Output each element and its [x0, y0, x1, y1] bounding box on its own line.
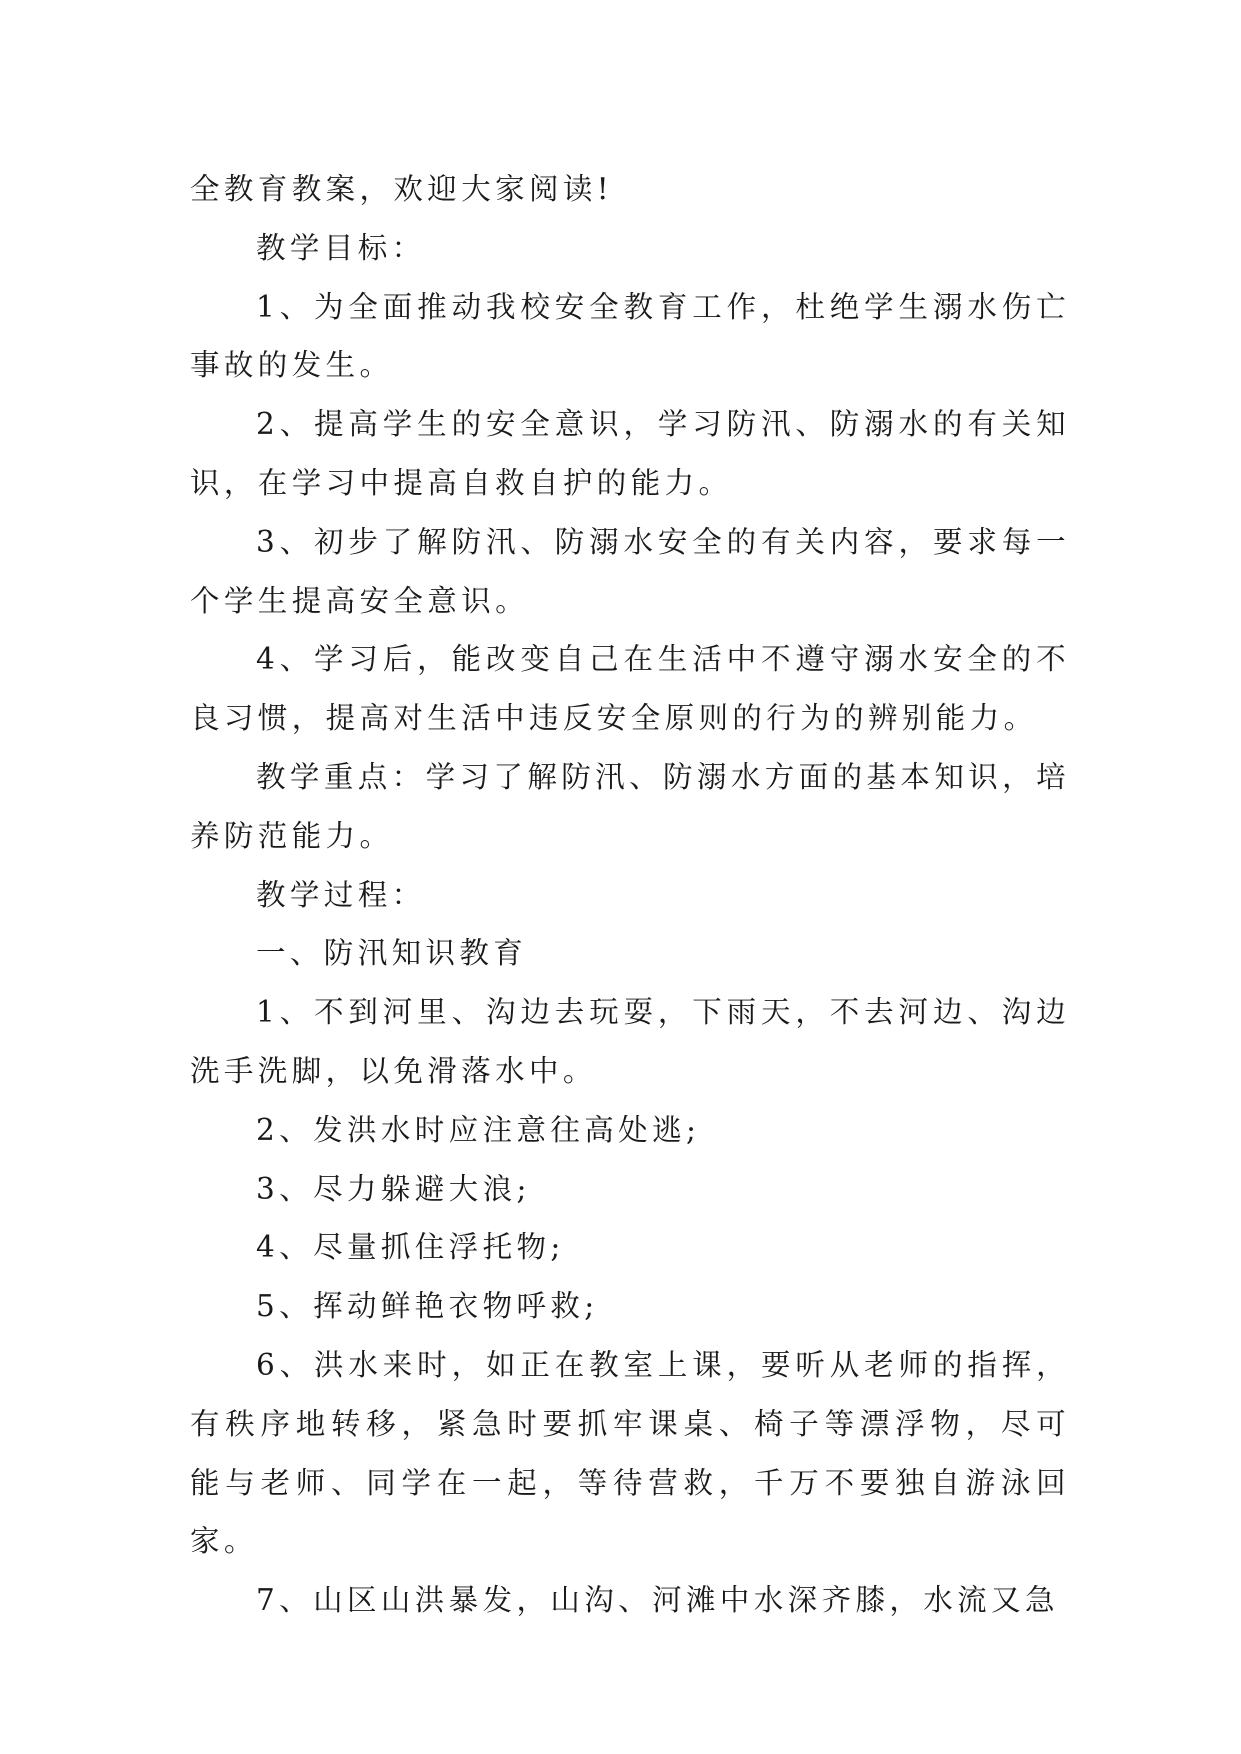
paragraph-teaching-goals-heading: 教学目标：	[256, 230, 426, 265]
paragraph-intro-end: 全教育教案，欢迎大家阅读!	[190, 172, 614, 206]
paragraph-goal-1: 1、为全面推动我校安全教育工作，杜绝学生溺水伤亡事故的发生。	[190, 289, 1070, 383]
paragraph-item-3: 3、尽力躲避大浪;	[256, 1171, 531, 1206]
paragraph-item-4: 4、尽量抓住浮托物;	[256, 1230, 565, 1265]
paragraph-goal-4: 4、学习后，能改变自己在生活中不遵守溺水安全的不良习惯，提高对生活中违反安全原则的行为的辨别能力。	[190, 642, 1070, 736]
paragraph-item-7: 7、山区山洪暴发，山沟、河滩中水深齐膝，水流又急	[256, 1583, 1059, 1618]
document-body	[190, 160, 1070, 1630]
paragraph-goal-2: 2、提高学生的安全意识，学习防汛、防溺水的有关知识，在学习中提高自救自护的能力。	[190, 407, 1070, 500]
paragraph-teaching-focus: 教学重点：学习了解防汛、防溺水方面的基本知识，培养防范能力。	[190, 759, 1070, 853]
paragraph-section-1-heading: 一、防汛知识教育	[256, 936, 528, 971]
paragraph-goal-3: 3、初步了解防汛、防溺水安全的有关内容，要求每一个学生提高安全意识。	[190, 524, 1070, 618]
paragraph-item-5: 5、挥动鲜艳衣物呼救;	[256, 1289, 599, 1324]
paragraph-item-6: 6、洪水来时，如正在教室上课，要听从老师的指挥，有秩序地转移，紧急时要抓牢课桌、椅子等漂浮物，尽可能与老师、同学在一起，等待营救，千万不要独自游泳回家。	[190, 1347, 1070, 1559]
paragraph-item-2: 2、发洪水时应注意往高处逃;	[256, 1112, 701, 1147]
paragraph-teaching-process-heading: 教学过程：	[256, 877, 426, 912]
paragraph-item-1: 1、不到河里、沟边去玩耍，下雨天，不去河边、沟边洗手洗脚，以免滑落水中。	[190, 995, 1070, 1088]
